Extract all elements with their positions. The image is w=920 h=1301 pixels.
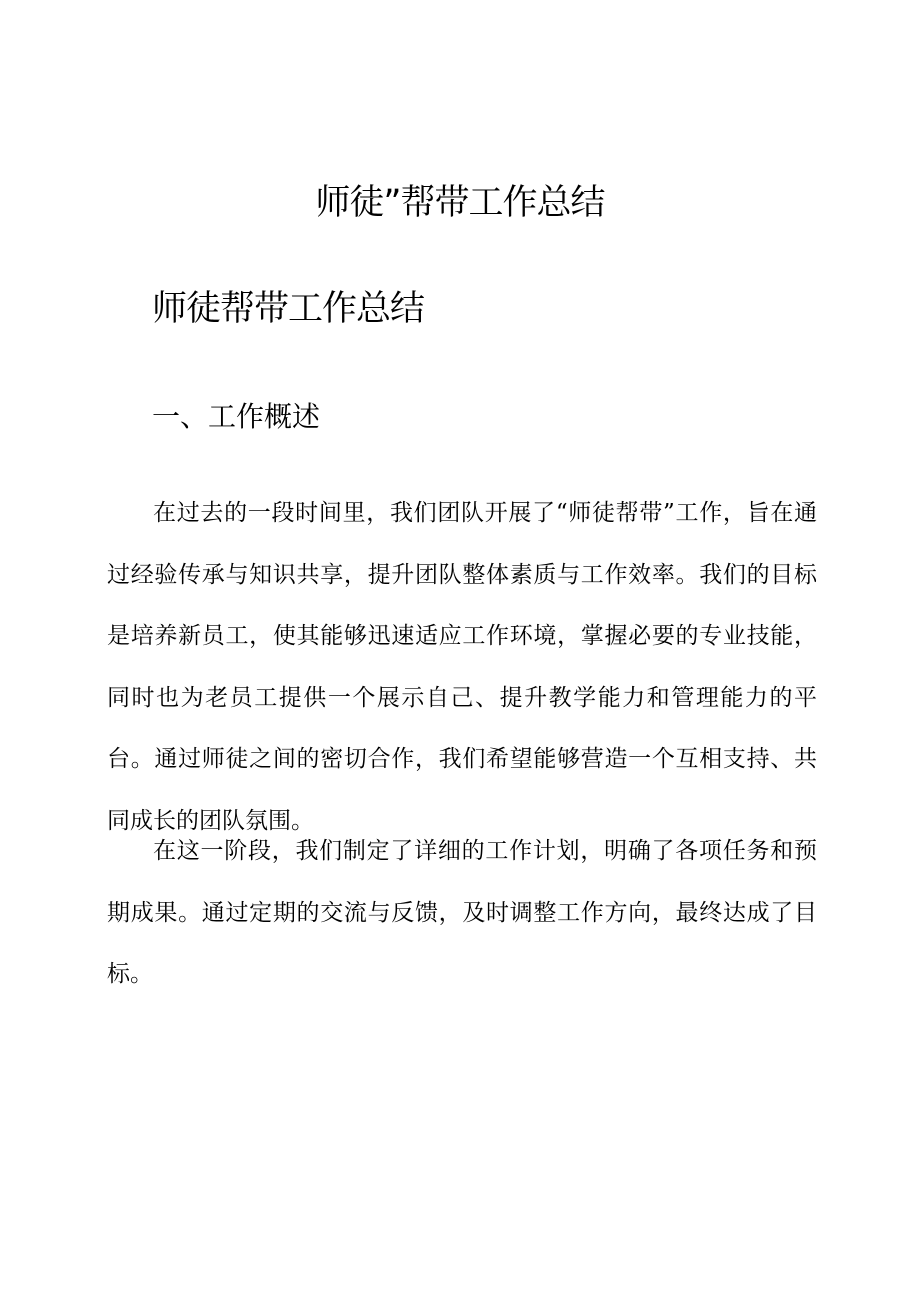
document-subtitle: 师徒帮带工作总结 — [152, 289, 425, 329]
section-heading-overview: 一、工作概述 — [152, 400, 321, 433]
document-title: 师徒”帮带工作总结 — [315, 183, 605, 223]
overview-paragraph-2: 在这一阶段，我们制定了详细的工作计划，明确了各项任务和预期成果。通过定期的交流与反馈，及时调整工作方向，最终达成了目标。 — [107, 838, 817, 987]
overview-paragraph-1: 在过去的一段时间里，我们团队开展了“师徒帮带”工作，旨在通过经验传承与知识共享，提升团队整体素质与工作效率。我们的目标是培养新员工，使其能够迅速适应工作环境，掌握必要的专业技能，同时也为老员工提供一个展示自己、提升教学能力和管理能力的平台。通过师徒之间的密切合作，我们希望能够营造一个互相支持、共同成长的团队氛围。 — [107, 500, 817, 834]
